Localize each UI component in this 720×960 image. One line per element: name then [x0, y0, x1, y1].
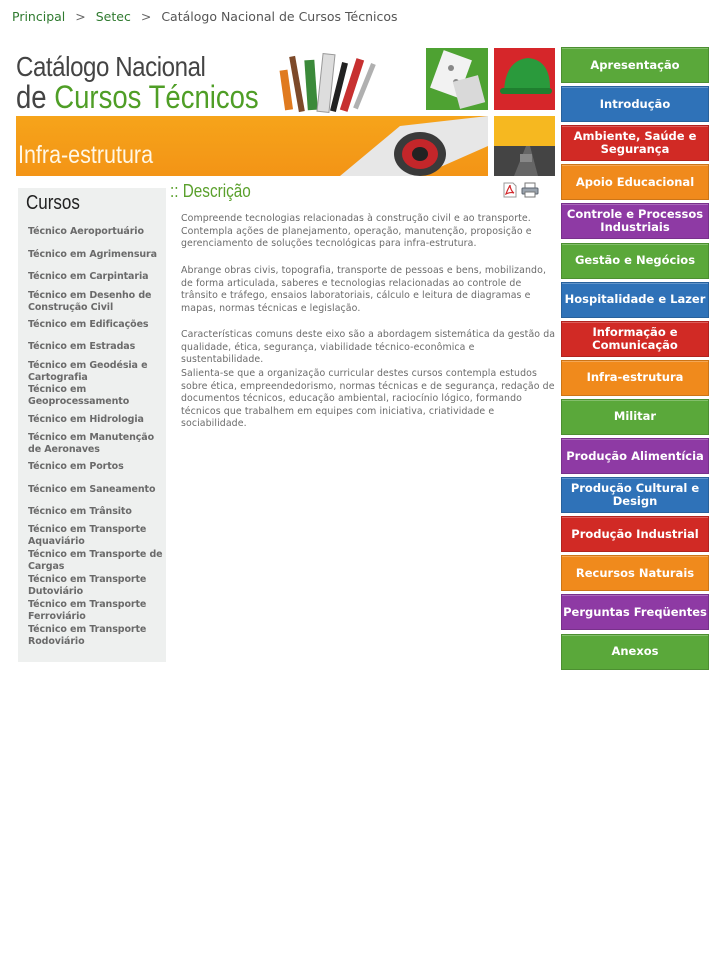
catalog-title-line1: Catálogo Nacional: [16, 51, 206, 82]
highway-tile-image: [494, 116, 555, 176]
breadcrumb-separator: >: [75, 9, 86, 24]
menu-button[interactable]: Introdução: [561, 86, 709, 122]
hardhat-tile-image: [494, 48, 555, 110]
menu-button[interactable]: Informação e Comunicação: [561, 321, 709, 357]
course-link[interactable]: Técnico em Manutenção de Aeronaves: [28, 432, 155, 455]
menu-button[interactable]: Recursos Naturais: [561, 555, 709, 591]
course-link[interactable]: Técnico em Carpintaria: [28, 271, 149, 282]
catalog-title-accent: Cursos Técnicos: [54, 79, 259, 115]
hardware-tile-image: [426, 48, 488, 110]
course-link[interactable]: Técnico em Edificações: [28, 319, 149, 330]
menu-button[interactable]: Produção Alimentícia: [561, 438, 709, 474]
menu-button[interactable]: Apoio Educacional: [561, 164, 709, 200]
menu-button[interactable]: Infra-estrutura: [561, 360, 709, 396]
course-link[interactable]: Técnico em Hidrologia: [28, 414, 144, 425]
breadcrumb: [12, 9, 398, 24]
catalog-title-line2: [16, 79, 259, 115]
course-link[interactable]: Técnico em Estradas: [28, 341, 136, 352]
catalog-title-prefix: de: [16, 79, 55, 115]
course-link[interactable]: Técnico em Transporte Aquaviário: [28, 524, 147, 547]
breadcrumb-separator: >: [140, 9, 152, 24]
menu-button[interactable]: Anexos: [561, 634, 709, 670]
category-banner-label: Infra-estrutura: [18, 141, 154, 169]
breadcrumb-home-link[interactable]: Principal: [12, 9, 66, 24]
menu-button[interactable]: Apresentação: [561, 47, 709, 83]
course-link[interactable]: Técnico em Transporte Rodoviário: [28, 624, 147, 647]
section-title: :: Descrição: [170, 181, 251, 201]
description-paragraph: Características comuns deste eixo são a abordagem sistemática da gestão da qualidade, ética, segurança, viabilidade técnico-econômica e sustentabilidade.: [181, 329, 556, 366]
printer-icon[interactable]: [521, 182, 539, 198]
course-link[interactable]: Técnico em Saneamento: [28, 484, 156, 495]
menu-button[interactable]: Gestão e Negócios: [561, 243, 709, 279]
course-link[interactable]: Técnico em Geodésia e Cartografia: [28, 360, 148, 383]
menu-button[interactable]: Produção Cultural e Design: [561, 477, 709, 513]
menu-button[interactable]: Produção Industrial: [561, 516, 709, 552]
menu-button[interactable]: Militar: [561, 399, 709, 435]
menu-button[interactable]: Perguntas Freqüentes: [561, 594, 709, 630]
courses-panel: [18, 188, 166, 662]
description-paragraph: Compreende tecnologias relacionadas à construção civil e ao transporte. Contempla ações de planejamento, operação, manutenção, proposição e gerenciamento de soluções tecnológicas para infra-estrutura.: [181, 213, 532, 250]
menu-button[interactable]: Controle e Processos Industriais: [561, 203, 709, 239]
course-link[interactable]: Técnico em Portos: [28, 461, 124, 472]
tools-illustration: [276, 48, 422, 114]
airplane-engine-image: [340, 116, 488, 176]
course-link[interactable]: Técnico em Desenho de Construção Civil: [28, 290, 152, 313]
breadcrumb-setec-link[interactable]: Setec: [95, 9, 131, 24]
catalog-logo-title: [16, 51, 298, 115]
menu-button[interactable]: Hospitalidade e Lazer: [561, 282, 709, 318]
courses-title: Cursos: [26, 192, 80, 214]
course-link[interactable]: Técnico Aeroportuário: [28, 226, 144, 237]
menu-button[interactable]: Ambiente, Saúde e Segurança: [561, 125, 709, 161]
course-link[interactable]: Técnico em Agrimensura: [28, 249, 157, 260]
course-link[interactable]: Técnico em Trânsito: [28, 506, 132, 517]
course-link[interactable]: Técnico em Transporte de Cargas: [28, 549, 163, 572]
course-link[interactable]: Técnico em Transporte Ferroviário: [28, 599, 147, 622]
description-paragraph: Salienta-se que a organização curricular destes cursos contempla estudos sobre ética, empreendedorismo, normas técnicas e de segurança, redação de documentos técnicos, educação ambiental, raciocínio lógico, formando técnicos que trabalhem em equipes com iniciativa, criatividade e sociabilidade.: [181, 368, 555, 430]
course-link[interactable]: Técnico em Transporte Dutoviário: [28, 574, 147, 597]
description-paragraph: Abrange obras civis, topografia, transporte de pessoas e bens, mobilizando, de forma articulada, saberes e tecnologias relacionadas ao controle de trânsito e tráfego, ensaios laboratoriais, cálculo e leitura de diagramas e mapas, normas técnicas e legislação.: [181, 265, 547, 314]
breadcrumb-current: Catálogo Nacional de Cursos Técnicos: [161, 9, 398, 24]
pdf-icon[interactable]: [502, 182, 518, 198]
course-link[interactable]: Técnico em Geoprocessamento: [28, 384, 130, 407]
